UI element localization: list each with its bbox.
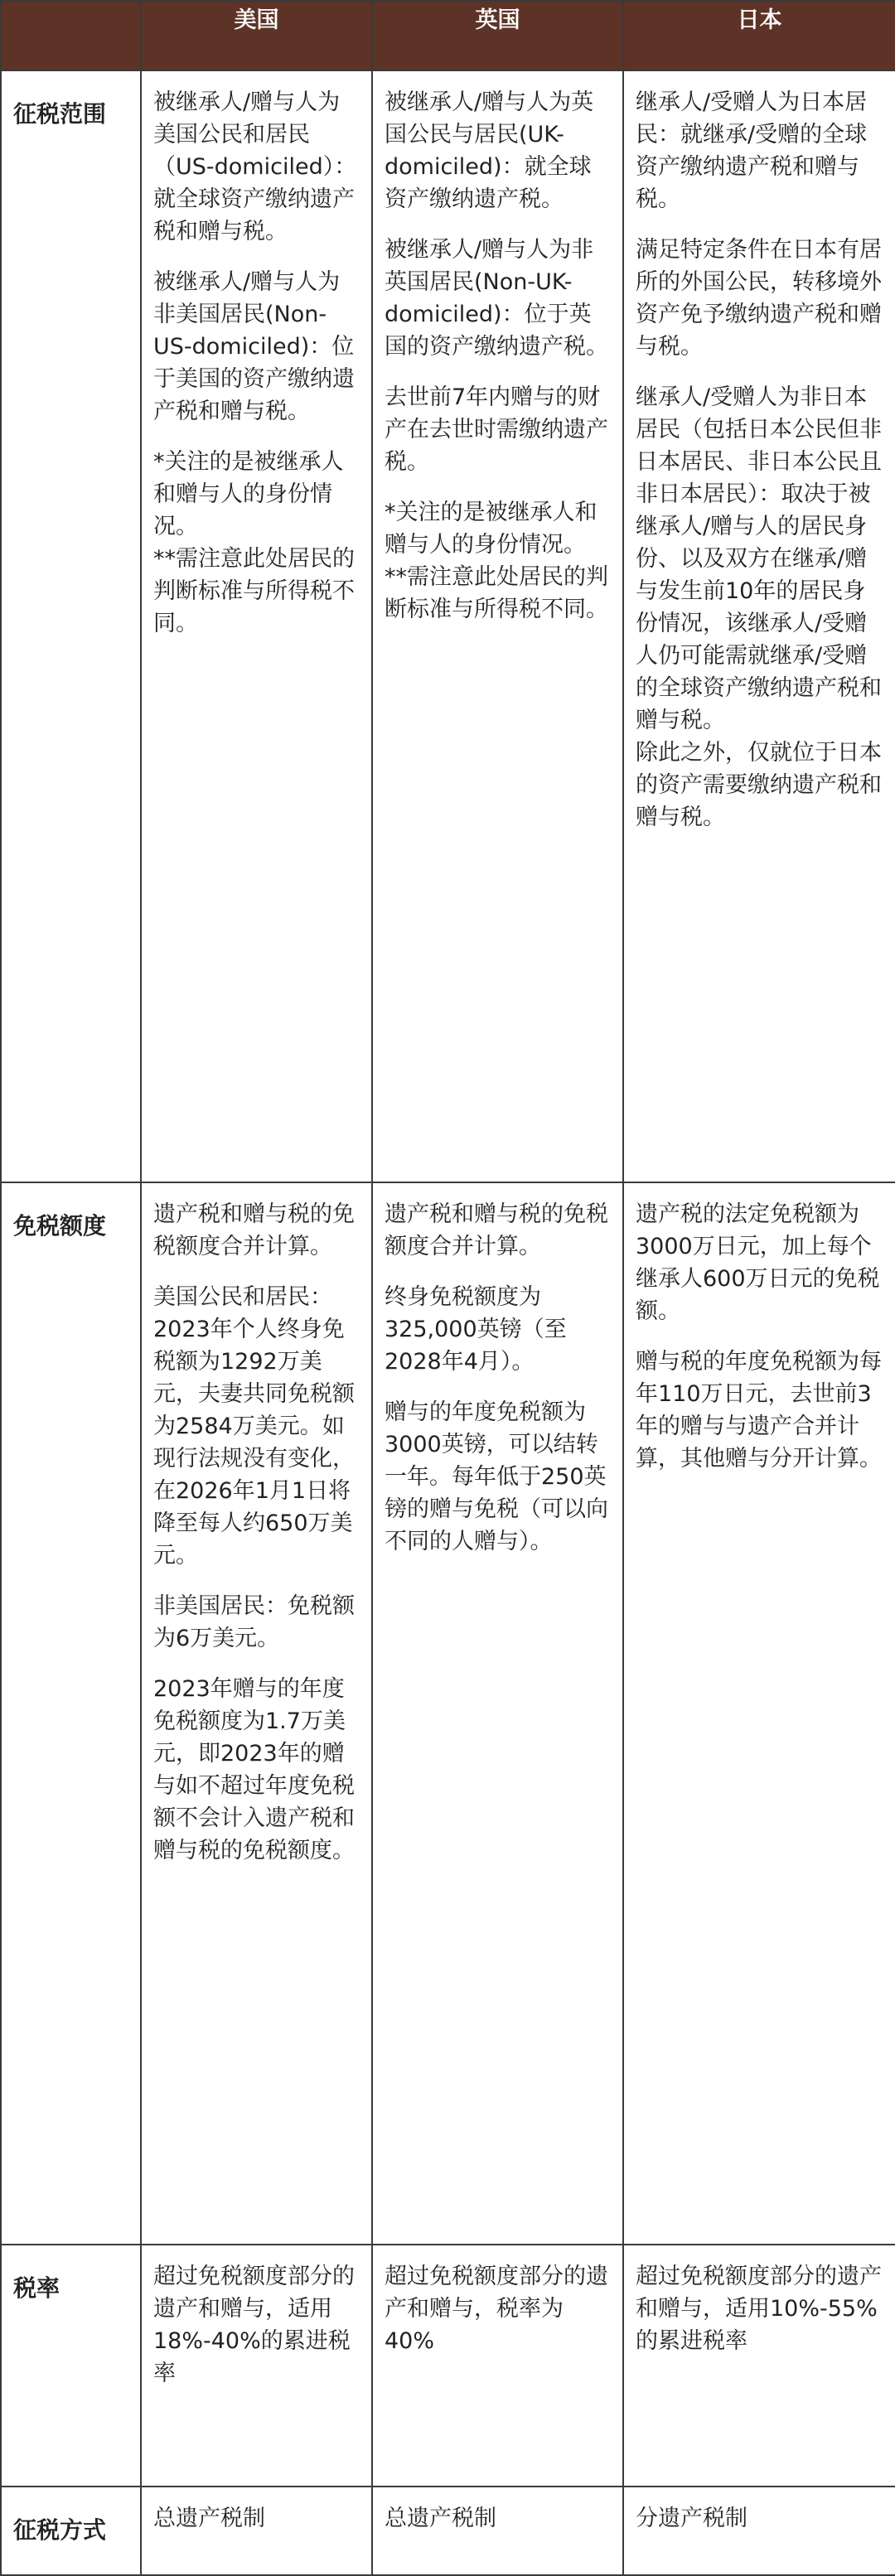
rate-us-text: 超过免税额度部分的遗产和赠与，适用18%-40%的累进税率 (153, 2264, 355, 2386)
cell-scope-jp (623, 70, 895, 1182)
method-us-text: 总遗产税制 (153, 2506, 265, 2531)
header-us: 美国 (141, 1, 372, 70)
header-blank-cell (1, 1, 141, 70)
exemption-uk-para-1: 遗产税和赠与税的免税额度合并计算。 (385, 1201, 608, 1259)
exemption-jp-para-2: 赠与税的年度免税额为每年110万日元，去世前3年的赠与与遗产合并计算，其他赠与分开计算。 (636, 1349, 882, 1472)
scope-uk-para-2: 被继承人/赠与人为非英国居民(Non-UK-domiciled)：位于英国的资产缴纳遗产税。 (385, 237, 608, 360)
method-uk-text: 总遗产税制 (385, 2506, 496, 2531)
header-uk: 英国 (372, 1, 623, 70)
row-exemption (1, 1182, 895, 2245)
scope-uk-para-3: 去世前7年内赠与的财产在去世时需缴纳遗产税。 (385, 384, 608, 475)
header-jp: 日本 (623, 1, 895, 70)
cell-exemption-uk (372, 1182, 623, 2245)
method-jp-text: 分遗产税制 (636, 2506, 747, 2531)
cell-rate-uk (372, 2245, 623, 2487)
row-label-exemption: 免税额度 (1, 1182, 141, 2245)
rate-jp-text: 超过免税额度部分的遗产和赠与，适用10%-55%的累进税率 (636, 2264, 882, 2354)
exemption-us-para-3: 非美国居民：免税额为6万美元。 (153, 1593, 355, 1651)
row-label-tax-rate: 税率 (1, 2245, 141, 2487)
exemption-us-para-1: 遗产税和赠与税的免税额度合并计算。 (153, 1201, 355, 1259)
cell-exemption-us (141, 1182, 372, 2245)
row-tax-rate (1, 2245, 895, 2487)
cell-method-jp (623, 2487, 895, 2575)
scope-us-note-2: **需注意此处居民的判断标准与所得税不同。 (153, 546, 355, 636)
exemption-uk-para-3: 赠与的年度免税额为3000英镑，可以结转一年。每年低于250英镑的赠与免税（可以向不同的人赠与）。 (385, 1399, 608, 1554)
scope-jp-para-3: 继承人/受赠人为非日本居民（包括日本公民但非日本居民、非日本公民且非日本居民）：取决于被继承人/赠与人的居民身份、以及双方在继承/赠与发生前10年的居民身份情况，该继承人/受赠人仍可能需就继承/受赠的全球资产缴纳遗产税和赠与税。 (636, 384, 882, 733)
cell-rate-jp (623, 2245, 895, 2487)
exemption-us-para-4: 2023年赠与的年度免税额度为1.7万美元，即2023年的赠与如不超过年度免税额不会计入遗产税和赠与税的免税额度。 (153, 1676, 355, 1863)
row-tax-method (1, 2487, 895, 2575)
cell-scope-uk (372, 70, 623, 1182)
scope-jp-para-1: 继承人/受赠人为日本居民：就继承/受赠的全球资产缴纳遗产税和赠与税。 (636, 89, 868, 212)
exemption-uk-para-2: 终身免税额度为325,000英镑（至2028年4月）。 (385, 1284, 567, 1375)
scope-us-para-1: 被继承人/赠与人为美国公民和居民（US-domiciled）：就全球资产缴纳遗产税和赠与税。 (153, 89, 357, 244)
scope-uk-note-2: **需注意此处居民的判断标准与所得税不同。 (385, 564, 608, 622)
scope-jp-para-4: 除此之外，仅就位于日本的资产需要缴纳遗产税和赠与税。 (636, 740, 882, 830)
cell-scope-us (141, 70, 372, 1182)
scope-us-para-2: 被继承人/赠与人为非美国居民(Non-US-domiciled)：位于美国的资产缴纳遗产税和赠与税。 (153, 269, 355, 424)
scope-uk-note-1: *关注的是被继承人和赠与人的身份情况。 (385, 500, 597, 558)
exemption-jp-para-1: 遗产税的法定免税额为3000万日元，加上每个继承人600万日元的免税额。 (636, 1201, 880, 1324)
row-tax-scope (1, 70, 895, 1182)
scope-jp-para-2: 满足特定条件在日本有居所的外国公民，转移境外资产免予缴纳遗产税和赠与税。 (636, 237, 882, 360)
scope-uk-para-1: 被继承人/赠与人为英国公民与居民(UK-domiciled)：就全球资产缴纳遗产税。 (385, 89, 594, 212)
cell-exemption-jp (623, 1182, 895, 2245)
cell-method-uk (372, 2487, 623, 2575)
row-label-tax-method: 征税方式 (1, 2487, 141, 2575)
scope-us-note-1: *关注的是被继承人和赠与人的身份情况。 (153, 449, 344, 539)
cell-method-us (141, 2487, 372, 2575)
cell-rate-us (141, 2245, 372, 2487)
exemption-us-para-2: 美国公民和居民：2023年个人终身免税额为1292万美元，夫妻共同免税额为2584万美元。如现行法规没有变化，在2026年1月1日将降至每人约650万美元。 (153, 1284, 355, 1568)
header-row (1, 1, 895, 70)
row-label-tax-scope: 征税范围 (1, 70, 141, 1182)
rate-uk-text: 超过免税额度部分的遗产和赠与，税率为40% (385, 2264, 608, 2354)
